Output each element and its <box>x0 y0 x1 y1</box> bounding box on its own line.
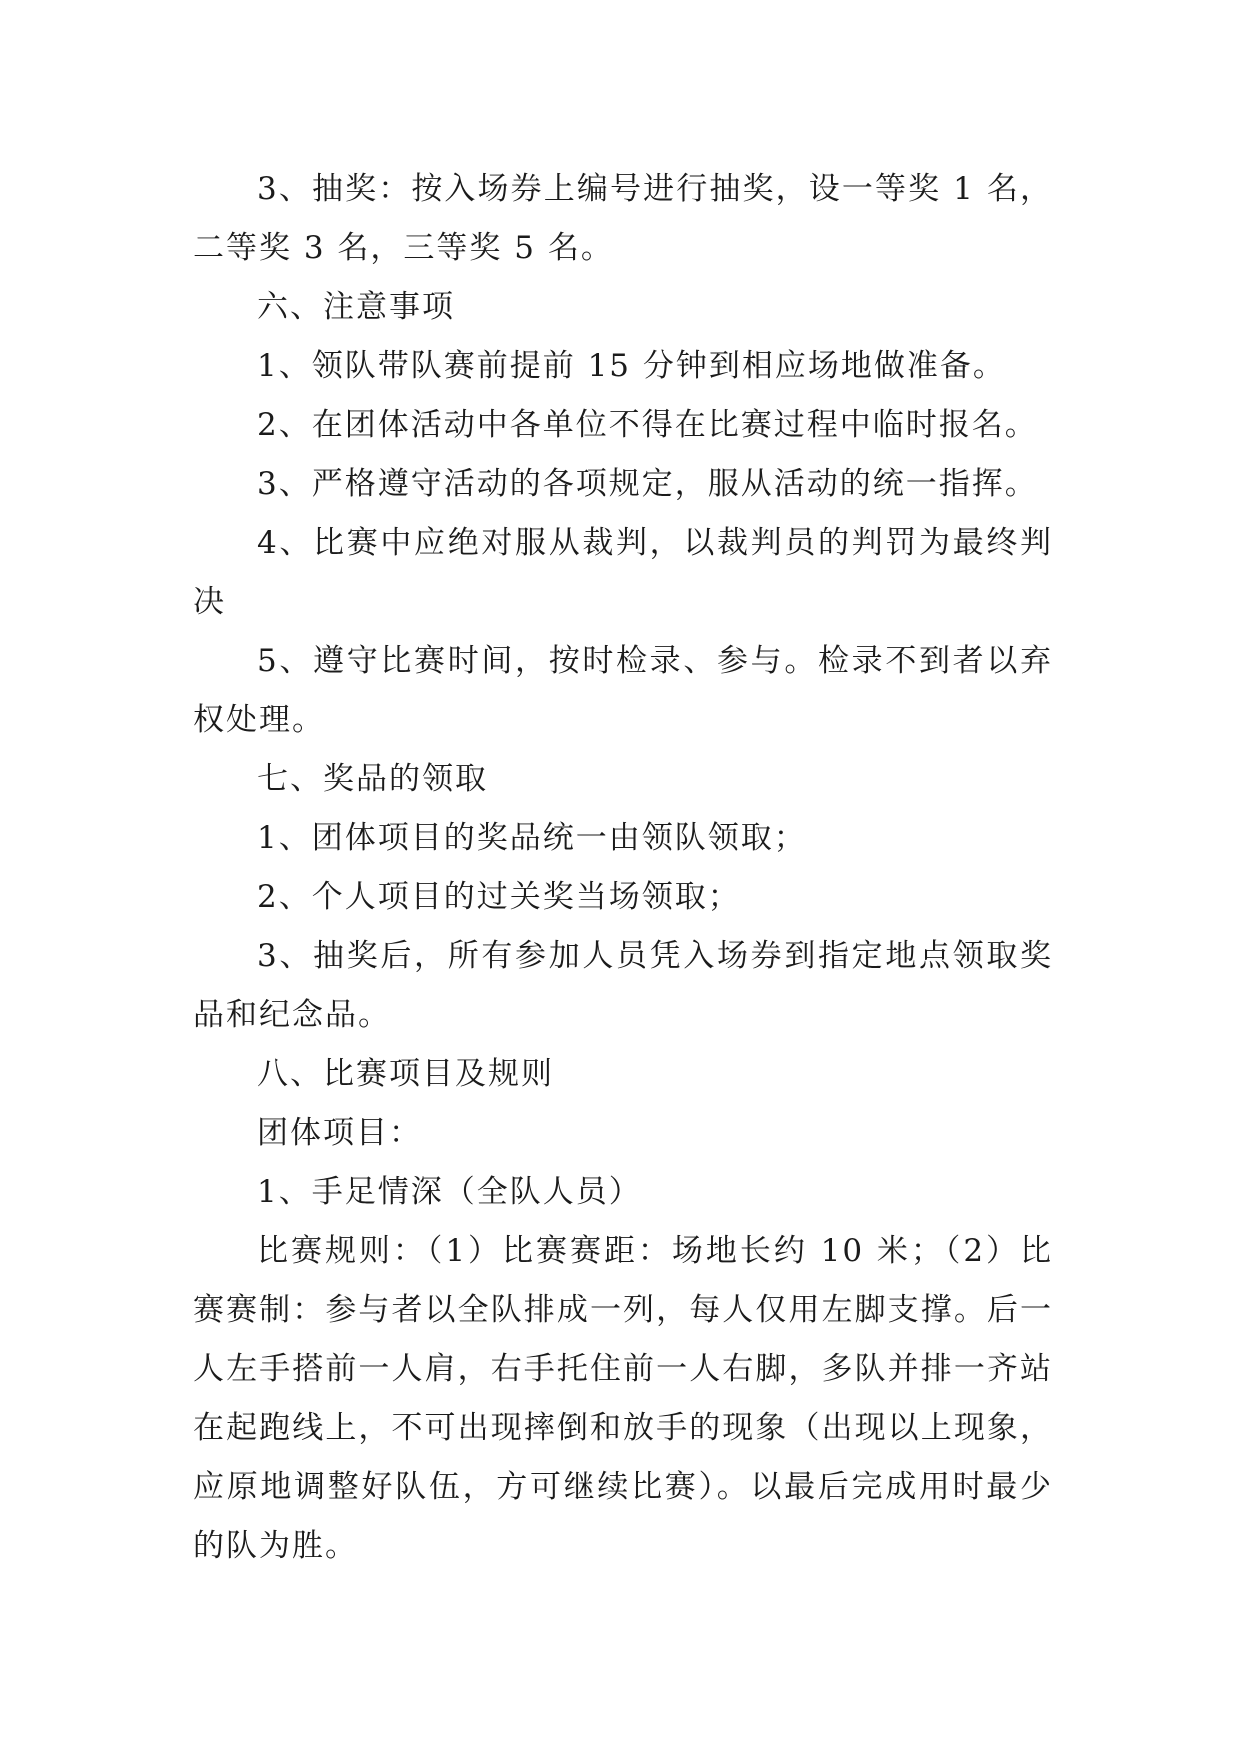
paragraph-note-3: 3、严格遵守活动的各项规定，服从活动的统一指挥。 <box>257 466 1038 502</box>
section-heading-notes: 六、注意事项 <box>257 289 455 325</box>
document-body <box>193 160 1053 1576</box>
section-heading-events: 八、比赛项目及规则 <box>257 1056 554 1092</box>
paragraph-prize-2: 2、个人项目的过关奖当场领取； <box>257 879 741 915</box>
paragraph-event-1-rules: 比赛规则：（1）比赛赛距：场地长约 10 米；（2）比赛赛制：参与者以全队排成一列，每人仅用左脚支撑。后一人左手搭前一人肩，右手托住前一人右脚，多队并排一齐站在起跑线上，不可出现摔倒和放手的现象（出现以上现象，应原地调整好队伍，方可继续比赛）。以最后完成用时最少的队为胜。 <box>193 1233 1053 1564</box>
paragraph-note-5: 5、遵守比赛时间，按时检录、参与。检录不到者以弃权处理。 <box>193 643 1053 738</box>
section-heading-prizes: 七、奖品的领取 <box>257 761 488 797</box>
paragraph-note-1: 1、领队带队赛前提前 15 分钟到相应场地做准备。 <box>257 348 1006 384</box>
paragraph-prize-1: 1、团体项目的奖品统一由领队领取； <box>257 820 807 856</box>
paragraph-note-2: 2、在团体活动中各单位不得在比赛过程中临时报名。 <box>257 407 1038 443</box>
paragraph-prize-3: 3、抽奖后，所有参加人员凭入场券到指定地点领取奖品和纪念品。 <box>193 938 1053 1033</box>
paragraph-note-4: 4、比赛中应绝对服从裁判，以裁判员的判罚为最终判决 <box>193 525 1053 620</box>
event-title-1: 1、手足情深（全队人员） <box>257 1174 642 1210</box>
paragraph-lottery: 3、抽奖：按入场券上编号进行抽奖，设一等奖 1 名，二等奖 3 名，三等奖 5 名。 <box>193 171 1053 266</box>
subheading-team-events: 团体项目： <box>257 1115 422 1151</box>
